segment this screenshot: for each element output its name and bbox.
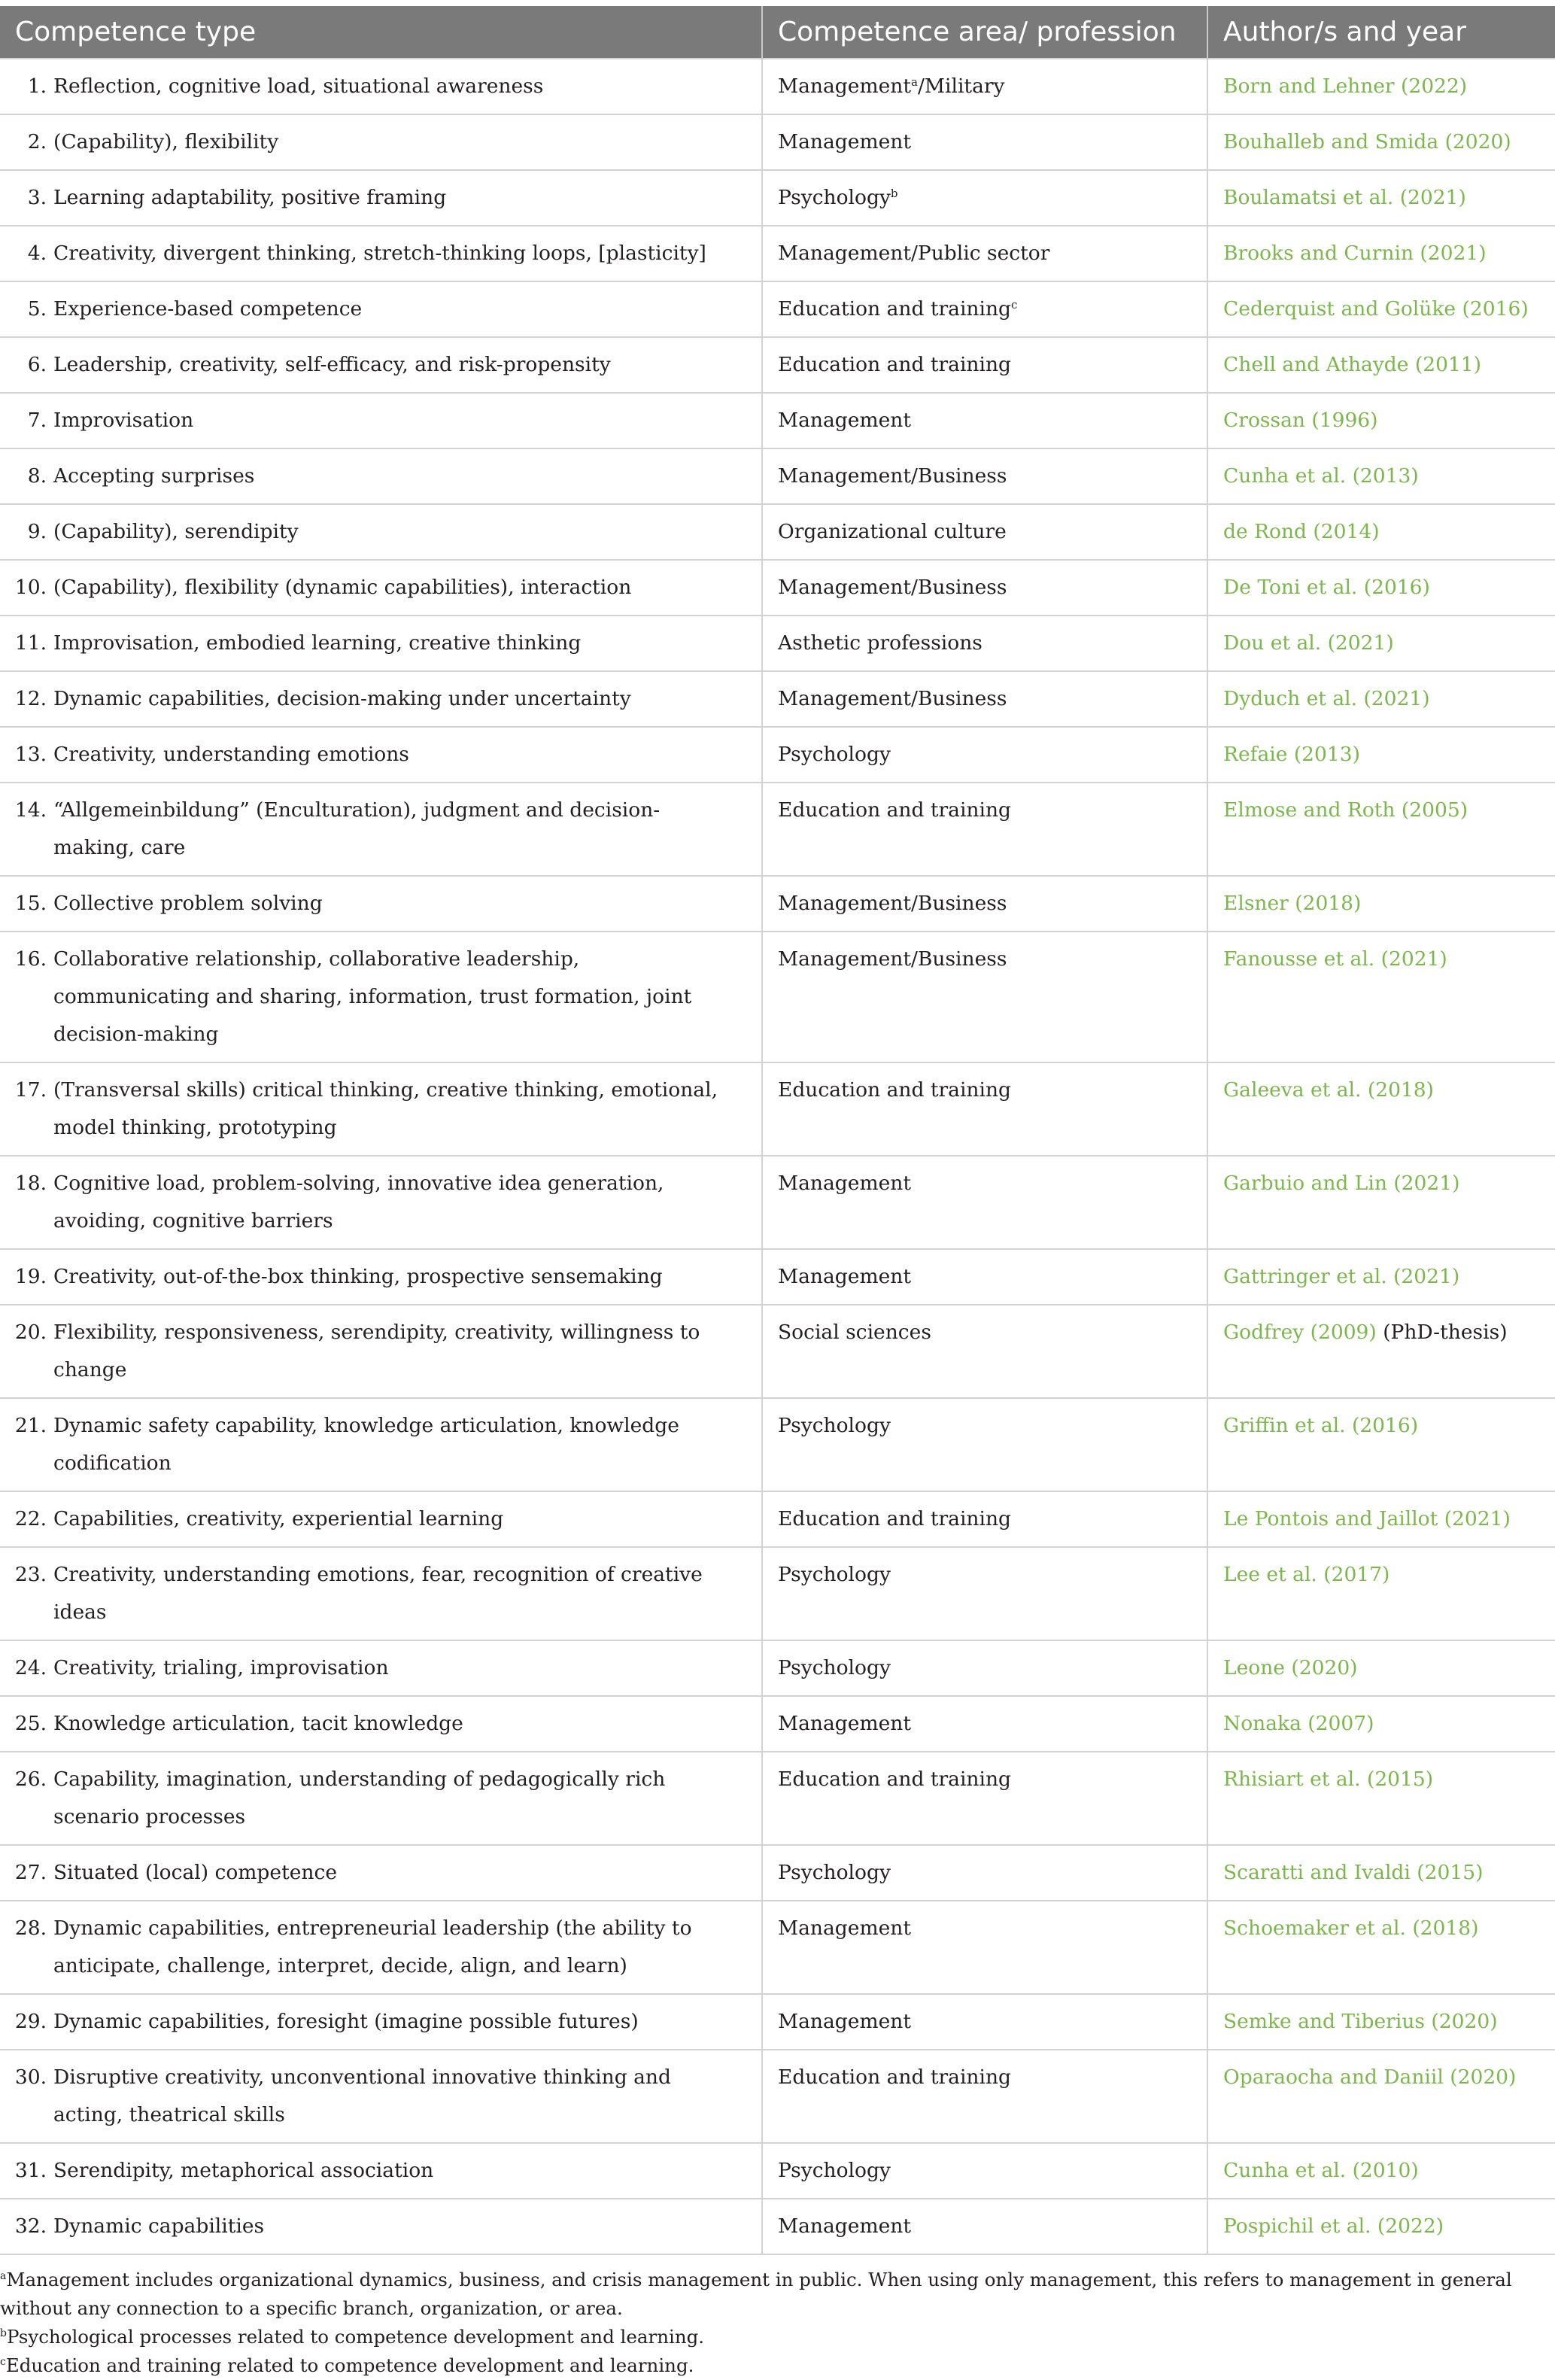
table-row [0,59,1555,114]
competence-area-cell [762,1640,1207,1696]
row-number: 17. [14,1078,47,1102]
competence-area-cell [762,1249,1207,1305]
row-number: 24. [14,1656,47,1679]
competence-type-cell [0,2199,762,2254]
competence-area-cell [762,504,1207,560]
row-number: 6. [27,353,47,376]
author-year-cell [1207,1901,1555,1994]
competence-text: Learning adaptability, positive framing [53,186,447,209]
author-year-cell [1207,2199,1555,2254]
competence-area-cell [762,876,1207,932]
row-number: 18. [14,1172,47,1195]
competence-text: Collaborative relationship, collaborative leadership, communicating and sharing, information, trust formation, joint decision-making [53,947,692,1046]
footnote-mark: a [0,2270,7,2282]
author-year-cell [1207,59,1555,114]
competence-type-cell [0,727,762,783]
table-row [0,1994,1555,2050]
competence-area-cell [762,1752,1207,1845]
competence-text: Capabilities, creativity, experiential learning [53,1507,504,1530]
competence-area-cell [762,671,1207,727]
competence-type-cell [0,1491,762,1547]
competence-text: “Allgemeinbildung” (Enculturation), judgment and decision-making, care [53,798,661,859]
area-text: Education and training [778,1768,1012,1791]
table-row [0,727,1555,783]
table-row [0,1901,1555,1994]
area-text: Management [778,74,911,98]
footnote-text: Psychological processes related to competence development and learning. [6,2326,705,2348]
footnote-marker: a [910,75,918,89]
competence-area-cell [762,560,1207,616]
table-row [0,1696,1555,1752]
header-author-year: Author/s and year [1207,6,1555,59]
competence-type-cell [0,281,762,337]
author-year-cell [1207,114,1555,170]
competence-type-cell [0,448,762,504]
table-body [0,59,1555,2254]
competence-area-cell [762,2199,1207,2254]
author-year-cell [1207,1156,1555,1249]
row-number: 29. [14,2010,47,2033]
competence-area-cell [762,616,1207,671]
row-number: 5. [27,297,47,321]
area-text: Management/Business [778,947,1007,971]
document [0,6,1555,2380]
competence-type-cell [0,1305,762,1398]
competence-type-cell [0,1696,762,1752]
author-citation-link[interactable]: Crossan (1996) [1223,409,1378,432]
row-number: 1. [27,74,47,98]
competence-text: Collective problem solving [53,892,323,915]
area-text: Management [778,1916,911,1940]
row-number: 7. [27,409,47,432]
competence-area-cell [762,114,1207,170]
area-text: Management [778,2010,911,2033]
row-number: 28. [14,1916,47,1940]
row-number: 19. [14,1265,47,1288]
table-row [0,2050,1555,2143]
competence-type-cell [0,2050,762,2143]
author-year-cell [1207,727,1555,783]
competence-area-cell [762,281,1207,337]
row-number: 16. [14,947,47,971]
competence-type-cell [0,1901,762,1994]
competence-type-cell [0,226,762,281]
competence-text: Leadership, creativity, self-efficacy, and risk-propensity [53,353,611,376]
competence-type-cell [0,616,762,671]
competence-type-cell [0,504,762,560]
area-text: Psychology [778,1861,891,1884]
competence-type-cell [0,932,762,1062]
author-citation-link[interactable]: Cederquist and Golüke (2016) [1223,297,1529,321]
author-year-cell [1207,1752,1555,1845]
area-text: Education and training [778,798,1012,822]
competence-type-cell [0,1156,762,1249]
author-citation-link[interactable]: Oparaocha and Daniil (2020) [1223,2065,1517,2089]
competence-area-cell [762,1696,1207,1752]
competence-type-cell [0,783,762,876]
table-row [0,1305,1555,1398]
area-text: Management/Business [778,576,1007,599]
competence-text: Capability, imagination, understanding of pedagogically rich scenario processes [53,1768,666,1828]
author-citation-link[interactable]: Brooks and Curnin (2021) [1223,242,1487,265]
row-number: 13. [14,743,47,766]
table-row [0,448,1555,504]
row-number: 30. [14,2065,47,2089]
table-row [0,1491,1555,1547]
competence-area-cell [762,783,1207,876]
competence-area-cell [762,448,1207,504]
row-number: 2. [27,130,47,153]
competence-text: Dynamic capabilities [53,2214,265,2238]
area-text: Education and training [778,1078,1012,1102]
author-year-cell [1207,226,1555,281]
area-text: Management/Public sector [778,242,1050,265]
competence-area-cell [762,1547,1207,1640]
footnote [0,2266,1542,2323]
competence-type-cell [0,1994,762,2050]
competence-text: Accepting surprises [53,464,255,488]
row-number: 12. [14,687,47,710]
footnote-text: Education and training related to competence development and learning. [5,2354,694,2376]
author-citation-link[interactable]: Le Pontois and Jaillot (2021) [1223,1507,1511,1530]
row-number: 8. [27,464,47,488]
table-row [0,2143,1555,2199]
area-text: Management [778,1172,911,1195]
footnote [0,2351,1542,2380]
author-year-cell [1207,1491,1555,1547]
table-row [0,281,1555,337]
author-citation-link[interactable]: Scaratti and Ivaldi (2015) [1223,1861,1484,1884]
competence-text: Creativity, understanding emotions [53,743,409,766]
footnote-marker: c [1011,298,1018,312]
competence-type-cell [0,393,762,448]
author-year-cell [1207,560,1555,616]
competence-text: (Capability), flexibility [53,130,279,153]
author-year-cell [1207,932,1555,1062]
table-header [0,6,1555,59]
competence-area-cell [762,59,1207,114]
competence-type-cell [0,1752,762,1845]
competence-text: Cognitive load, problem-solving, innovative idea generation, avoiding, cognitive barriers [53,1172,664,1233]
area-text: Organizational culture [778,520,1007,543]
author-year-cell [1207,281,1555,337]
competence-text: Improvisation [53,409,194,432]
author-year-cell [1207,1994,1555,2050]
table-row [0,783,1555,876]
author-year-cell [1207,876,1555,932]
competence-type-cell [0,1062,762,1156]
author-citation-link[interactable]: Schoemaker et al. (2018) [1223,1916,1479,1940]
row-number: 21. [14,1414,47,1437]
competence-type-cell [0,1249,762,1305]
competence-text: Creativity, divergent thinking, stretch-thinking loops, [plasticity] [53,242,706,265]
author-note: (PhD-thesis) [1376,1321,1508,1344]
row-number: 4. [27,242,47,265]
competence-area-cell [762,1062,1207,1156]
competence-area-cell [762,1994,1207,2050]
footnotes [0,2255,1542,2380]
competence-area-cell [762,1305,1207,1398]
table-row [0,170,1555,226]
competence-area-cell [762,337,1207,393]
author-citation-link[interactable]: Refaie (2013) [1223,743,1360,766]
table-row [0,226,1555,281]
footnote-mark: c [0,2356,6,2368]
author-year-cell [1207,1305,1555,1398]
competence-text: Flexibility, responsiveness, serendipity, creativity, willingness to change [53,1321,700,1381]
author-year-cell [1207,1062,1555,1156]
table-row [0,1398,1555,1491]
row-number: 10. [14,576,47,599]
competence-text: Experience-based competence [53,297,363,321]
competence-text: Situated (local) competence [53,1861,338,1884]
author-citation-link[interactable]: Chell and Athayde (2011) [1223,353,1481,376]
author-citation-link[interactable]: Pospichil et al. (2022) [1223,2214,1444,2238]
table-row [0,932,1555,1062]
footnote-marker: b [890,187,898,200]
author-year-cell [1207,448,1555,504]
author-citation-link[interactable]: Elmose and Roth (2005) [1223,798,1468,822]
competence-type-cell [0,170,762,226]
author-year-cell [1207,170,1555,226]
competence-text: Disruptive creativity, unconventional innovative thinking and acting, theatrical skills [53,2065,671,2126]
competence-text: Reflection, cognitive load, situational awareness [53,74,544,98]
area-text: Education and training [778,297,1012,321]
author-citation-link[interactable]: Galeeva et al. (2018) [1223,1078,1434,1102]
area-text: Management [778,2214,911,2238]
table-row [0,876,1555,932]
table-row [0,337,1555,393]
author-citation-link[interactable]: Boulamatsi et al. (2021) [1223,186,1466,209]
row-number: 22. [14,1507,47,1530]
competence-type-cell [0,876,762,932]
competence-type-cell [0,560,762,616]
table-row [0,1249,1555,1305]
competence-text: Creativity, out-of-the-box thinking, prospective sensemaking [53,1265,663,1288]
author-citation-link[interactable]: Garbuio and Lin (2021) [1223,1172,1460,1195]
row-number: 14. [14,798,47,822]
area-text: Management [778,1265,911,1288]
area-text: Psychology [778,2159,891,2182]
row-number: 9. [27,520,47,543]
area-text: Education and training [778,353,1012,376]
header-row [0,6,1555,59]
author-year-cell [1207,671,1555,727]
author-citation-link[interactable]: Cunha et al. (2010) [1223,2159,1419,2182]
table-row [0,560,1555,616]
competence-area-cell [762,932,1207,1062]
author-citation-link[interactable]: de Rond (2014) [1223,520,1380,543]
competence-area-cell [762,2143,1207,2199]
author-year-cell [1207,1398,1555,1491]
competence-area-cell [762,727,1207,783]
author-citation-link[interactable]: Semke and Tiberius (2020) [1223,2010,1498,2033]
competence-area-cell [762,226,1207,281]
author-citation-link[interactable]: Elsner (2018) [1223,892,1362,915]
author-year-cell [1207,1696,1555,1752]
competence-area-cell [762,393,1207,448]
competence-area-cell [762,1491,1207,1547]
author-year-cell [1207,1547,1555,1640]
area-text: Management [778,130,911,153]
table-row [0,114,1555,170]
competence-text: Serendipity, metaphorical association [53,2159,434,2182]
competence-text: Knowledge articulation, tacit knowledge [53,1712,463,1735]
author-citation-link[interactable]: Bouhalleb and Smida (2020) [1223,130,1511,153]
row-number: 23. [14,1563,47,1586]
author-citation-link[interactable]: De Toni et al. (2016) [1223,576,1430,599]
header-competence-area: Competence area/ profession [762,6,1207,59]
table-row [0,1752,1555,1845]
footnote-mark: b [0,2327,7,2339]
competence-area-cell [762,1901,1207,1994]
competence-text: Dynamic capabilities, decision-making under uncertainty [53,687,631,710]
competence-type-cell [0,114,762,170]
competence-type-cell [0,1845,762,1901]
author-citation-link[interactable]: Dou et al. (2021) [1223,631,1394,655]
author-year-cell [1207,1249,1555,1305]
table-row [0,504,1555,560]
footnote-text: Management includes organizational dynamics, business, and crisis management in public. When using only management, this refers to management in general without any connection to a specific branch, organization, or area. [0,2269,1512,2319]
table-row [0,1640,1555,1696]
row-number: 25. [14,1712,47,1735]
competence-text: Creativity, understanding emotions, fear, recognition of creative ideas [53,1563,703,1624]
table-row [0,1547,1555,1640]
competence-area-cell [762,2050,1207,2143]
competence-text: (Transversal skills) critical thinking, creative thinking, emotional, model thinking, prototyping [53,1078,718,1139]
competence-type-cell [0,1547,762,1640]
author-citation-link[interactable]: Nonaka (2007) [1223,1712,1374,1735]
competence-type-cell [0,1640,762,1696]
competence-area-cell [762,1156,1207,1249]
area-text: Psychology [778,186,891,209]
row-number: 32. [14,2214,47,2238]
author-year-cell [1207,783,1555,876]
competence-text: Dynamic capabilities, entrepreneurial leadership (the ability to anticipate, challenge, interpret, decide, align, and learn) [53,1916,692,1977]
table-row [0,1156,1555,1249]
area-text: Psychology [778,1563,891,1586]
row-number: 20. [14,1321,47,1344]
area-text: Management/Business [778,892,1007,915]
author-citation-link[interactable]: Fanousse et al. (2021) [1223,947,1447,971]
author-year-cell [1207,337,1555,393]
row-number: 15. [14,892,47,915]
area-text: Social sciences [778,1321,931,1344]
author-citation-link[interactable]: Leone (2020) [1223,1656,1358,1679]
author-year-cell [1207,616,1555,671]
header-competence-type: Competence type [0,6,762,59]
table-row [0,1062,1555,1156]
area-suffix: /Military [917,74,1005,98]
competence-table [0,6,1555,2255]
area-text: Psychology [778,743,891,766]
author-year-cell [1207,393,1555,448]
author-citation-link[interactable]: Griffin et al. (2016) [1223,1414,1419,1437]
area-text: Education and training [778,1507,1012,1530]
author-year-cell [1207,504,1555,560]
competence-area-cell [762,1845,1207,1901]
table-row [0,616,1555,671]
area-text: Management/Business [778,687,1007,710]
author-year-cell [1207,1845,1555,1901]
author-citation-link[interactable]: Rhisiart et al. (2015) [1223,1768,1434,1791]
row-number: 31. [14,2159,47,2182]
competence-type-cell [0,59,762,114]
competence-type-cell [0,2143,762,2199]
area-text: Psychology [778,1414,891,1437]
competence-area-cell [762,1398,1207,1491]
area-text: Education and training [778,2065,1012,2089]
area-text: Psychology [778,1656,891,1679]
area-text: Management [778,1712,911,1735]
competence-text: Dynamic capabilities, foresight (imagine possible futures) [53,2010,639,2033]
table-row [0,1845,1555,1901]
competence-text: Creativity, trialing, improvisation [53,1656,389,1679]
author-citation-link[interactable]: Dyduch et al. (2021) [1223,687,1430,710]
author-citation-link[interactable]: Godfrey (2009) [1223,1321,1377,1344]
row-number: 11. [14,631,47,655]
author-citation-link[interactable]: Lee et al. (2017) [1223,1563,1390,1586]
competence-type-cell [0,1398,762,1491]
table-row [0,671,1555,727]
author-citation-link[interactable]: Gattringer et al. (2021) [1223,1265,1460,1288]
competence-type-cell [0,337,762,393]
footnote [0,2323,1542,2351]
competence-text: Dynamic safety capability, knowledge articulation, knowledge codification [53,1414,679,1475]
author-citation-link[interactable]: Born and Lehner (2022) [1223,74,1468,98]
competence-area-cell [762,170,1207,226]
area-text: Asthetic professions [778,631,983,655]
author-citation-link[interactable]: Cunha et al. (2013) [1223,464,1419,488]
row-number: 27. [14,1861,47,1884]
area-text: Management [778,409,911,432]
table-row [0,2199,1555,2254]
competence-text: (Capability), serendipity [53,520,299,543]
row-number: 3. [27,186,47,209]
author-year-cell [1207,2050,1555,2143]
competence-text: (Capability), flexibility (dynamic capabilities), interaction [53,576,632,599]
row-number: 26. [14,1768,47,1791]
table-row [0,393,1555,448]
competence-type-cell [0,671,762,727]
area-text: Management/Business [778,464,1007,488]
competence-text: Improvisation, embodied learning, creative thinking [53,631,582,655]
author-year-cell [1207,2143,1555,2199]
author-year-cell [1207,1640,1555,1696]
